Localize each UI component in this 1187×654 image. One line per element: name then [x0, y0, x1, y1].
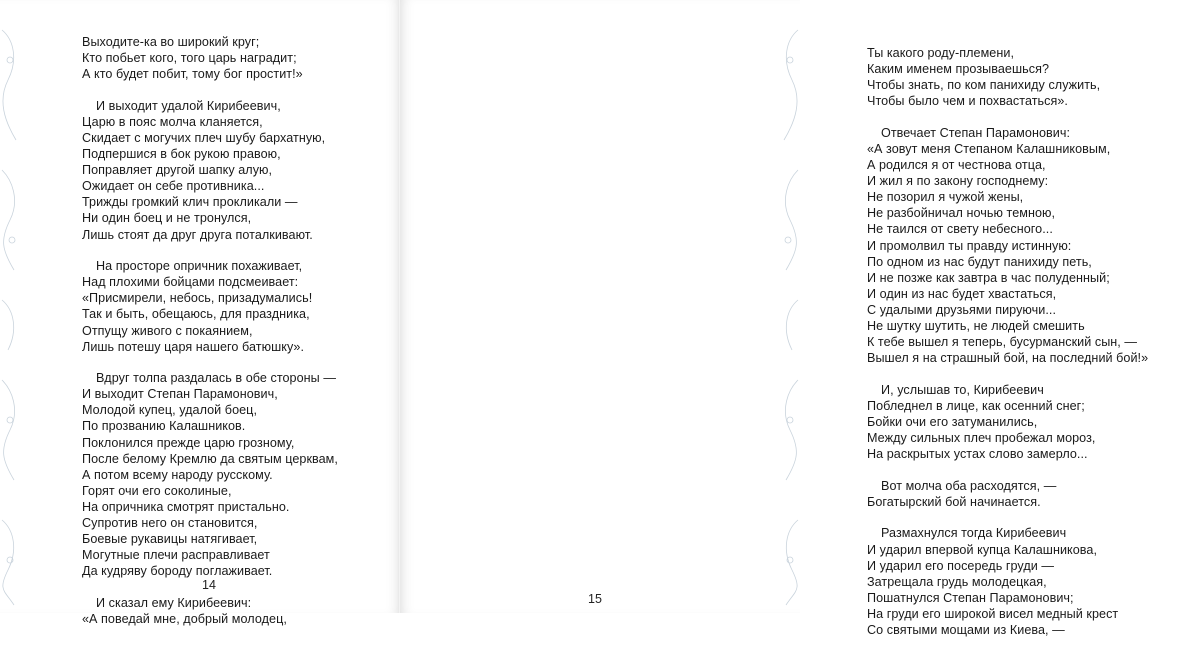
poem-line: Не разбойничал ночью темною,: [867, 206, 1056, 221]
poem-line: Могутные плечи расправливает: [82, 548, 270, 563]
poem-line: Отвечает Степан Парамонович:: [881, 125, 1070, 140]
poem-line: Бойки очи его затуманились,: [867, 414, 1038, 429]
poem-line: Вышел я на страшный бой, на последний бой!»: [867, 351, 1149, 366]
poem-line: Ни один боец и не тронулся,: [82, 211, 252, 226]
right-poem-column: [867, 45, 1187, 654]
right-page: [400, 0, 1149, 637]
poem-line: И, услышав то, Кирибеевич: [881, 382, 1044, 397]
frost-scroll-ornament-icon: [0, 0, 30, 613]
stanza: [867, 45, 1187, 109]
stanza: [867, 382, 1187, 462]
poem-line: Пошатнулся Степан Парамонович;: [867, 590, 1074, 605]
poem-line: И промолвил ты правду истинную:: [867, 238, 1072, 253]
page-number-right: 15: [588, 592, 602, 606]
poem-line: Царю в пояс молча кланяется,: [82, 114, 263, 129]
poem-line: «А зовут меня Степаном Калашниковым,: [867, 141, 1111, 156]
poem-line: Не таился от свету небесного...: [867, 222, 1053, 237]
poem-line: Скидает с могучих плеч шубу бархатную,: [82, 130, 326, 145]
poem-line: На груди его широкой висел медный крест: [867, 606, 1119, 621]
poem-line: Выходите-ка во широкий круг;: [82, 35, 260, 49]
stanza: [82, 34, 382, 82]
stanza: [867, 478, 1187, 510]
left-poem-column: [82, 34, 382, 643]
poem-line: Богатырский бой начинается.: [867, 494, 1041, 509]
stanza: [867, 125, 1187, 366]
poem-line: Со святыми мощами из Киева, —: [867, 623, 1065, 637]
poem-line: Чтобы знать, по ком панихиду служить,: [867, 78, 1101, 93]
poem-line: А родился я от честнова отца,: [867, 158, 1046, 173]
poem-line: Горят очи его соколиные,: [82, 483, 232, 498]
poem-line: И один из нас будет хвастаться,: [867, 286, 1057, 301]
poem-line: И ударил впервой купца Калашникова,: [867, 542, 1097, 557]
poem-line: И не позже как завтра в час полуденный;: [867, 270, 1110, 285]
poem-line: Лишь стоят да друг друга поталкивают.: [82, 227, 313, 242]
poem-line: Трижды громкий клич прокликали —: [82, 195, 298, 210]
poem-line: Чтобы было чем и похвастаться».: [867, 94, 1068, 109]
poem-line: А кто будет побит, тому бог простит!»: [82, 67, 303, 82]
poem-line: Боевые рукавицы натягивает,: [82, 532, 258, 547]
poem-line: Поклонился прежде царю грозному,: [82, 435, 295, 450]
poem-line: Кто побьет кого, того царь наградит;: [82, 51, 297, 66]
stanza: [82, 370, 382, 579]
poem-line: Побледнел в лице, как осенний снег;: [867, 398, 1085, 413]
poem-line: Между сильных плеч пробежал мороз,: [867, 431, 1096, 446]
poem-line: Ты какого роду-племени,: [867, 46, 1014, 60]
poem-line: «Присмирели, небось, призадумались!: [82, 291, 313, 306]
poem-line: На просторе опричник похаживает,: [96, 259, 303, 274]
poem-line: Супротив него он становится,: [82, 516, 258, 531]
poem-line: С удалыми друзьями пируючи...: [867, 302, 1056, 317]
stanza: [82, 258, 382, 355]
poem-line: И выходит Степан Парамонович,: [82, 387, 278, 402]
poem-line: И выходит удалой Кирибеевич,: [96, 98, 281, 113]
poem-line: По прозванию Калашников.: [82, 419, 246, 434]
poem-line: Над плохими бойцами подсмеивает:: [82, 275, 299, 290]
poem-line: Ожидает он себе противника...: [82, 179, 265, 194]
poem-line: Вот молча оба расходятся, —: [881, 478, 1057, 493]
poem-line: Лишь потешу царя нашего батюшку».: [82, 339, 305, 354]
poem-line: На опричника смотрят пристально.: [82, 499, 290, 514]
poem-line: И жил я по закону господнему:: [867, 174, 1049, 189]
poem-line: Каким именем прозываешься?: [867, 62, 1050, 77]
poem-line: Поправляет другой шапку алую,: [82, 163, 273, 178]
poem-line: Затрещала грудь молодецкая,: [867, 574, 1047, 589]
poem-line: Не позорил я чужой жены,: [867, 190, 1024, 205]
poem-line: Вдруг толпа раздалась в обе стороны —: [96, 371, 336, 386]
poem-line: Не шутку шутить, не людей смешить: [867, 319, 1085, 333]
poem-line: Да кудряву бороду поглаживает.: [82, 564, 273, 579]
frost-scroll-ornament-icon: [770, 0, 800, 613]
poem-line: Размахнулся тогда Кирибеевич: [881, 526, 1067, 541]
page-number-left: 14: [202, 578, 216, 592]
poem-line: Молодой купец, удалой боец,: [82, 403, 257, 418]
poem-line: А потом всему народу русскому.: [82, 467, 273, 482]
stanza: [82, 98, 382, 243]
poem-line: К тебе вышел я теперь, бусурманский сын, —: [867, 335, 1138, 350]
left-page: [0, 0, 400, 626]
poem-line: И сказал ему Кирибеевич:: [96, 595, 252, 610]
poem-line: На раскрытых устах слово замерло...: [867, 447, 1088, 462]
poem-line: Отпущу живого с покаянием,: [82, 323, 253, 338]
poem-line: Так и быть, обещаюсь, для праздника,: [82, 307, 310, 322]
poem-line: Подпершися в бок рукою правою,: [82, 147, 281, 162]
poem-line: И ударил его посередь груди —: [867, 558, 1055, 573]
poem-line: По одном из нас будут панихиду петь,: [867, 254, 1092, 269]
poem-line: После белому Кремлю да святым церквам,: [82, 451, 338, 466]
stanza: [82, 595, 382, 627]
poem-line: «А поведай мне, добрый молодец,: [82, 612, 287, 626]
stanza: [867, 525, 1187, 638]
